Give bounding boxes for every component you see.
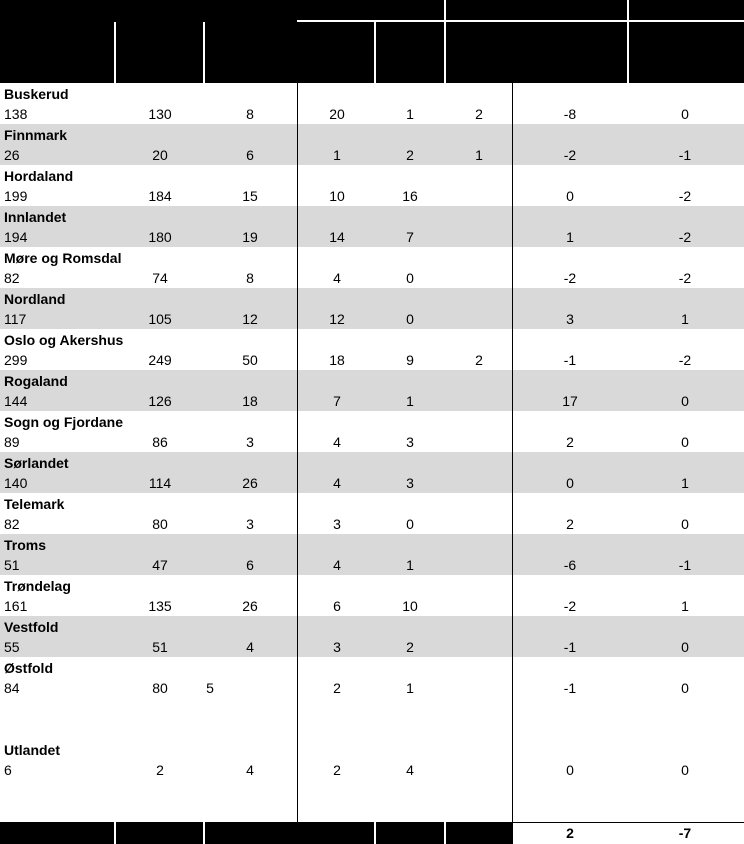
cell-c8: 0 (681, 762, 689, 778)
cell-c3: 3 (246, 434, 254, 450)
header-divider (444, 0, 446, 83)
table-row (0, 534, 744, 575)
cell-c7: 0 (566, 475, 574, 491)
cell-c3: 5 (206, 680, 214, 696)
cell-c2: 20 (152, 147, 168, 163)
cell-c1: 199 (4, 188, 28, 204)
region-name: Sørlandet (4, 455, 69, 471)
cell-c2: 114 (148, 475, 172, 491)
cell-c7: 17 (562, 393, 578, 409)
cell-c6: 2 (475, 106, 483, 122)
cell-c8: 0 (681, 639, 689, 655)
cell-c4: 4 (333, 434, 341, 450)
cell-c3: 19 (242, 229, 258, 245)
region-name: Troms (4, 537, 47, 553)
cell-c8: 0 (681, 680, 689, 696)
cell-c1: 82 (4, 270, 20, 286)
cell-c7: 2 (566, 434, 574, 450)
cell-c7: 0 (566, 762, 574, 778)
cell-c5: 1 (406, 106, 414, 122)
cell-c5: 0 (406, 311, 414, 327)
cell-c7: -8 (563, 106, 577, 122)
cell-c3: 12 (242, 311, 258, 327)
cell-c5: 1 (406, 680, 414, 696)
cell-c4: 6 (333, 598, 341, 614)
cell-c4: 4 (333, 475, 341, 491)
table-row (0, 616, 744, 657)
cell-c1: 138 (4, 106, 28, 122)
cell-c4: 1 (333, 147, 341, 163)
cell-c5: 1 (406, 557, 414, 573)
column-divider (512, 83, 513, 822)
cell-c3: 3 (246, 516, 254, 532)
cell-c1: 89 (4, 434, 20, 450)
cell-c3: 26 (242, 598, 258, 614)
table-row (0, 83, 744, 124)
table-row (0, 288, 744, 329)
cell-c4: 18 (329, 352, 345, 368)
cell-c8: 1 (681, 598, 689, 614)
cell-c4: 12 (329, 311, 345, 327)
region-name: Oslo og Akershus (4, 332, 124, 348)
cell-c6: 2 (475, 352, 483, 368)
cell-c8: 0 (681, 106, 689, 122)
cell-c7: 1 (566, 229, 574, 245)
cell-c3: 50 (242, 352, 258, 368)
region-name: Møre og Romsdal (4, 250, 122, 266)
region-name: Buskerud (4, 86, 69, 102)
cell-c2: 135 (148, 598, 172, 614)
table-row (0, 329, 744, 370)
footer-divider (444, 822, 446, 844)
footer-divider (374, 822, 376, 844)
cell-c1: 26 (4, 147, 20, 163)
cell-c1: 140 (4, 475, 28, 491)
header-divider (114, 22, 116, 83)
table-row (0, 739, 744, 780)
cell-c1: 55 (4, 639, 20, 655)
cell-c3: 26 (242, 475, 258, 491)
header-divider (297, 20, 513, 22)
cell-c7: -2 (563, 598, 577, 614)
cell-c2: 51 (152, 639, 168, 655)
cell-c5: 3 (406, 434, 414, 450)
cell-c5: 10 (402, 598, 418, 614)
cell-c5: 2 (406, 147, 414, 163)
region-name: Utlandet (4, 742, 60, 758)
region-name: Nordland (4, 291, 66, 307)
cell-c1: 84 (4, 680, 20, 696)
cell-c6: 1 (475, 147, 483, 163)
table-header (0, 0, 744, 83)
cell-c7: 2 (566, 516, 574, 532)
table-row (0, 575, 744, 616)
cell-c3: 18 (242, 393, 258, 409)
cell-c4: 4 (333, 557, 341, 573)
cell-c5: 2 (406, 639, 414, 655)
cell-c3: 8 (246, 270, 254, 286)
cell-c1: 144 (4, 393, 28, 409)
region-name: Telemark (4, 496, 65, 512)
cell-c8: 0 (681, 434, 689, 450)
cell-c5: 16 (402, 188, 418, 204)
table-row (0, 124, 744, 165)
cell-c3: 6 (246, 147, 254, 163)
cell-c2: 249 (148, 352, 172, 368)
cell-c2: 47 (152, 557, 168, 573)
cell-c8: 1 (681, 475, 689, 491)
cell-c2: 80 (152, 680, 168, 696)
cell-c4: 2 (333, 680, 341, 696)
region-name: Rogaland (4, 373, 68, 389)
cell-c8: -1 (678, 147, 692, 163)
cell-c4: 20 (329, 106, 345, 122)
table-row (0, 657, 744, 698)
cell-c3: 8 (246, 106, 254, 122)
cell-c1: 117 (4, 311, 27, 327)
cell-c8: -1 (678, 557, 692, 573)
cell-c7: -2 (563, 147, 577, 163)
region-name: Finnmark (4, 127, 68, 143)
cell-c2: 126 (148, 393, 172, 409)
cell-c7: -1 (563, 352, 577, 368)
cell-c2: 74 (152, 270, 168, 286)
total-c8: -7 (678, 825, 692, 841)
cell-c7: 3 (566, 311, 574, 327)
cell-c3: 6 (246, 557, 254, 573)
cell-c4: 3 (333, 516, 341, 532)
cell-c7: -2 (563, 270, 577, 286)
cell-c8: -2 (678, 229, 692, 245)
cell-c1: 51 (4, 557, 20, 573)
cell-c8: 0 (681, 516, 689, 532)
region-name: Innlandet (4, 209, 67, 225)
footer-divider (203, 822, 205, 844)
cell-c8: -2 (678, 188, 692, 204)
header-divider (627, 0, 629, 83)
cell-c3: 4 (246, 762, 254, 778)
header-divider (203, 22, 205, 83)
region-name: Hordaland (4, 168, 74, 184)
cell-c5: 0 (406, 516, 414, 532)
table-row (0, 411, 744, 452)
cell-c1: 161 (4, 598, 28, 614)
cell-c1: 299 (4, 352, 28, 368)
table-row (0, 247, 744, 288)
region-name: Sogn og Fjordane (4, 414, 123, 430)
region-name: Østfold (4, 660, 53, 676)
cell-c3: 15 (242, 188, 258, 204)
footer-divider (114, 822, 116, 844)
cell-c5: 1 (406, 393, 414, 409)
cell-c5: 3 (406, 475, 414, 491)
cell-c7: -6 (563, 557, 577, 573)
cell-c4: 14 (329, 229, 345, 245)
cell-c7: -1 (563, 639, 577, 655)
table-row (0, 206, 744, 247)
cell-c5: 9 (406, 352, 414, 368)
table-row (0, 165, 744, 206)
cell-c8: -2 (678, 270, 692, 286)
column-divider (297, 83, 298, 822)
cell-c4: 2 (333, 762, 341, 778)
cell-c2: 180 (148, 229, 172, 245)
cell-c4: 4 (333, 270, 341, 286)
cell-c7: -1 (563, 680, 577, 696)
cell-c8: -2 (678, 352, 692, 368)
cell-c2: 130 (148, 106, 172, 122)
cell-c5: 7 (406, 229, 414, 245)
table-row (0, 370, 744, 411)
cell-c5: 4 (406, 762, 414, 778)
region-name: Vestfold (4, 619, 59, 635)
cell-c2: 2 (156, 762, 164, 778)
cell-c4: 3 (333, 639, 341, 655)
region-name: Trøndelag (4, 578, 71, 594)
cell-c2: 184 (148, 188, 172, 204)
total-c7: 2 (566, 825, 574, 841)
cell-c5: 0 (406, 270, 414, 286)
cell-c4: 7 (333, 393, 341, 409)
cell-c3: 4 (246, 639, 254, 655)
cell-c2: 80 (152, 516, 168, 532)
cell-c1: 194 (4, 229, 28, 245)
cell-c7: 0 (566, 188, 574, 204)
header-divider (374, 22, 376, 83)
cell-c1: 82 (4, 516, 20, 532)
cell-c8: 0 (681, 393, 689, 409)
cell-c2: 105 (148, 311, 172, 327)
cell-c8: 1 (681, 311, 689, 327)
table-row (0, 452, 744, 493)
table-row (0, 493, 744, 534)
cell-c2: 86 (152, 434, 168, 450)
cell-c4: 10 (329, 188, 345, 204)
cell-c1: 6 (4, 762, 12, 778)
